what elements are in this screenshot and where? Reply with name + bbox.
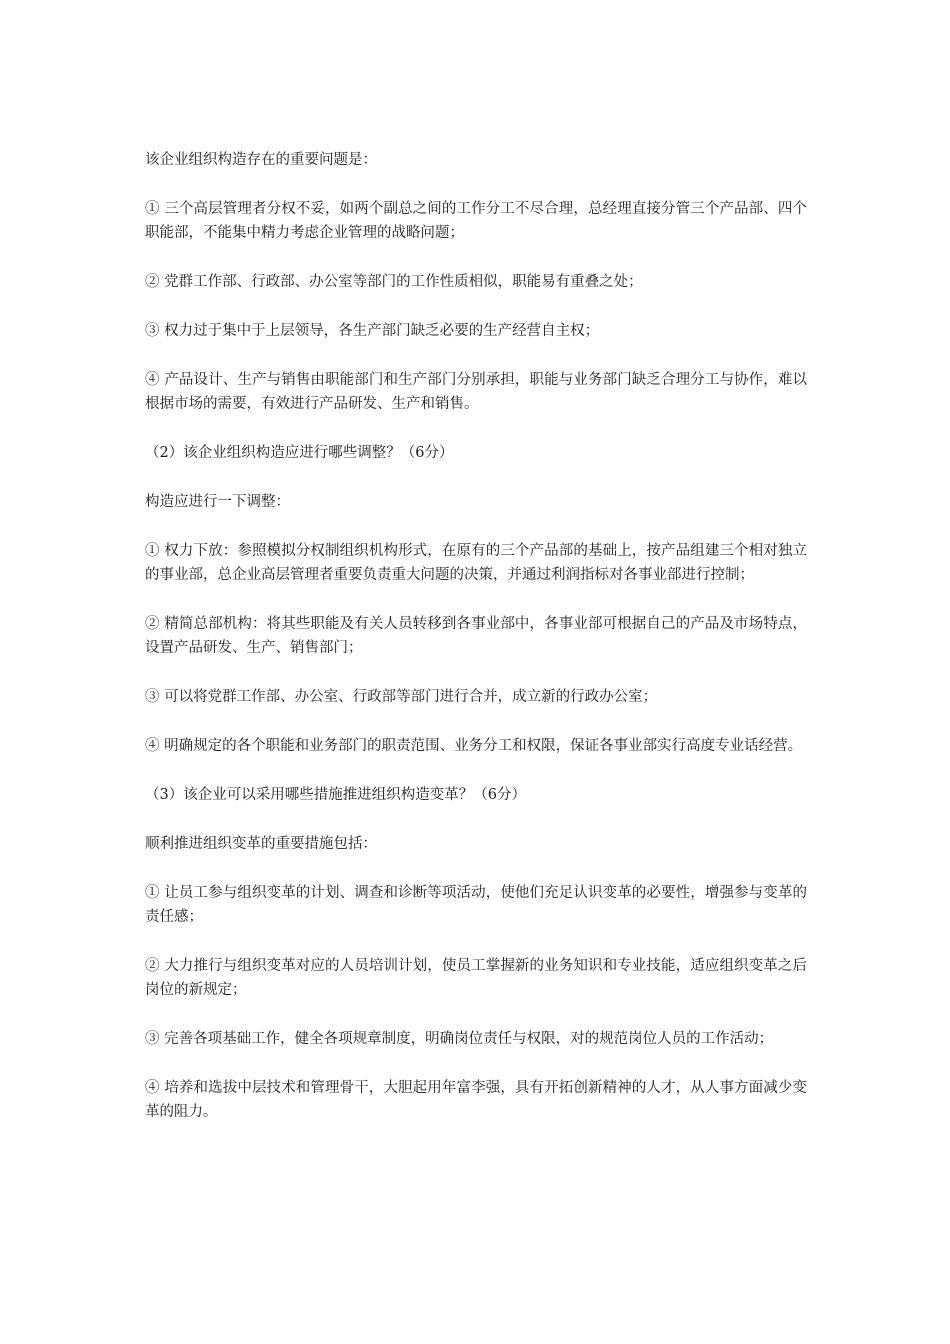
paragraph-problem-2: ② 党群工作部、行政部、办公室等部门的工作性质相似，职能易有重叠之处； bbox=[145, 274, 643, 290]
paragraph-adjust-1: ① 权力下放：参照模拟分权制组织机构形式，在原有的三个产品部的基础上，按产品组建三个相对独立的事业部，总企业高层管理者重要负责重大问题的决策，并通过利润指标对各事业部进行控制； bbox=[145, 543, 807, 583]
paragraph-measure-3: ③ 完善各项基础工作，健全各项规章制度，明确岗位责任与权限，对的规范岗位人员的工作活动； bbox=[145, 1031, 774, 1047]
paragraph-problem-4: ④ 产品设计、生产与销售由职能部门和生产部门分别承担，职能与业务部门缺乏合理分工与协作，难以根据市场的需要，有效进行产品研发、生产和销售。 bbox=[145, 372, 807, 412]
paragraph-measure-4: ④ 培养和选拔中层技术和管理骨干，大胆起用年富李强，具有开拓创新精神的人才，从人事方面减少变革的阻力。 bbox=[145, 1080, 807, 1120]
paragraph-problems-intro: 该企业组织构造存在的重要问题是： bbox=[145, 152, 377, 168]
paragraph-adjust-4: ④ 明确规定的各个职能和业务部门的职责范围、业务分工和权限，保证各事业部实行高度专业话经营。 bbox=[145, 738, 803, 754]
paragraph-problem-3: ③ 权力过于集中于上层领导，各生产部门缺乏必要的生产经营自主权； bbox=[145, 323, 600, 339]
document-page bbox=[145, 148, 807, 1149]
paragraph-adjust-2: ② 精简总部机构：将其些职能及有关人员转移到各事业部中，各事业部可根据自己的产品及市场特点，设置产品研发、生产、销售部门； bbox=[145, 616, 807, 656]
question-2: （2）该企业组织构造应进行哪些调整？（6分） bbox=[145, 445, 454, 461]
paragraph-measure-2: ② 大力推行与组织变革对应的人员培训计划，使员工掌握新的业务知识和专业技能，适应组织变革之后岗位的新规定； bbox=[145, 958, 807, 998]
paragraph-problem-1: ① 三个高层管理者分权不妥，如两个副总之间的工作分工不尽合理，总经理直接分管三个产品部、四个职能部，不能集中精力考虑企业管理的战略问题； bbox=[145, 201, 807, 241]
paragraph-measure-1: ① 让员工参与组织变革的计划、调查和诊断等项活动，使他们充足认识变革的必要性，增强参与变革的责任感； bbox=[145, 885, 807, 925]
paragraph-adjust-3: ③ 可以将党群工作部、办公室、行政部等部门进行合并，成立新的行政办公室； bbox=[145, 689, 658, 705]
paragraph-adjust-intro: 构造应进行一下调整： bbox=[145, 494, 290, 510]
paragraph-measures-intro: 顺利推进组织变革的重要措施包括： bbox=[145, 836, 377, 852]
question-3: （3）该企业可以采用哪些措施推进组织构造变革？（6分） bbox=[145, 787, 526, 803]
